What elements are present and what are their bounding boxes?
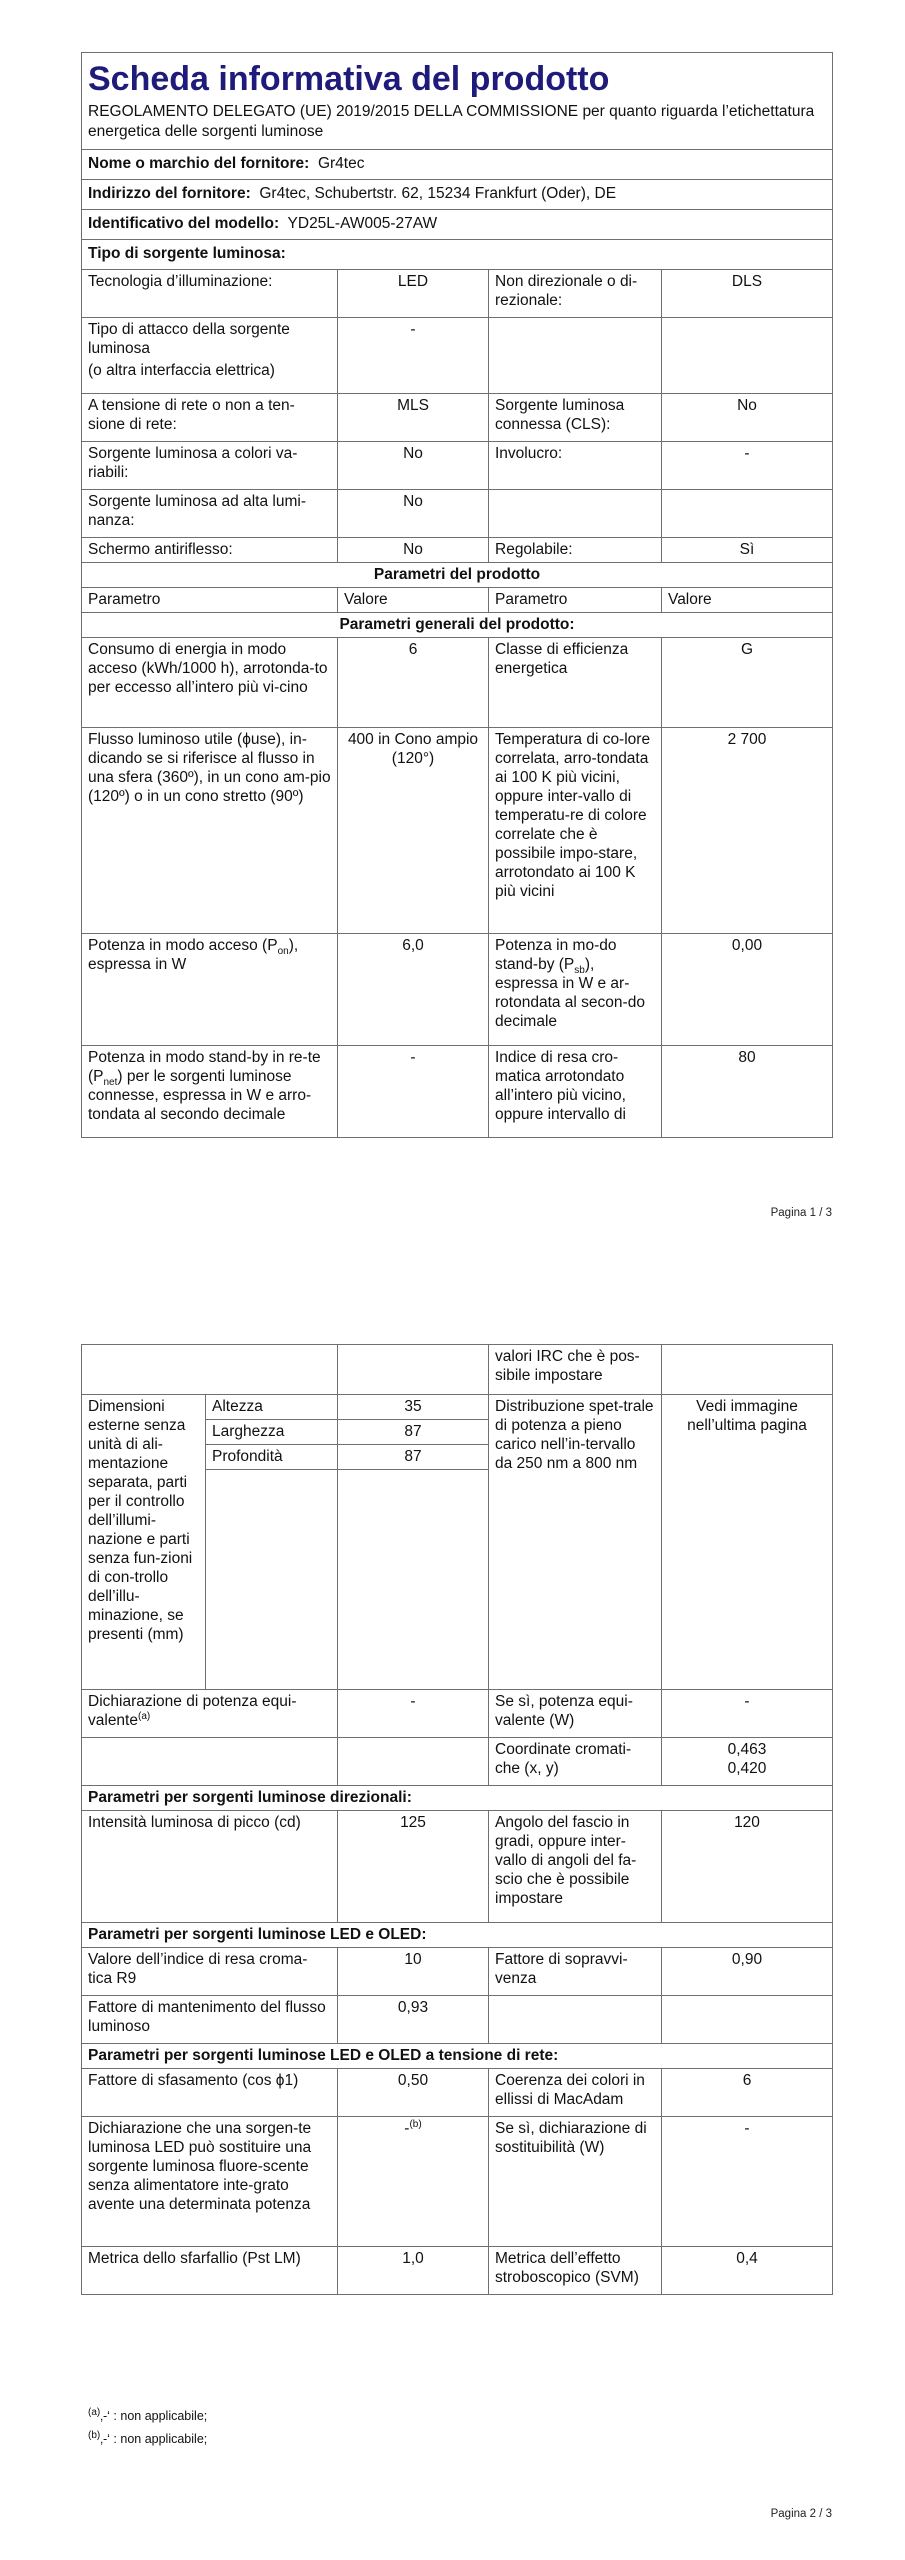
flicker-metric-label: Metrica dello sfarfallio (Pst LM) <box>82 2247 338 2295</box>
r9-value: 10 <box>338 1948 489 1996</box>
supplier-name-label: Nome o marchio del fornitore: <box>88 155 310 172</box>
colour-tunable-value: No <box>338 442 489 490</box>
footnote-b: $^{(b)}$‚-‘ : non applicabile; <box>88 2429 208 2446</box>
height-value: 35 <box>338 1395 489 1420</box>
cct-label: Temperatura di co-lore correlata, arro-tondata ai 100 K più vicini, oppure inter-vallo di temperatu-re di colore correlate che è possibile impo-stare, arrotondato ai 100 K più vicini <box>489 728 662 934</box>
model-value: YD25L-AW005-27AW <box>287 215 438 232</box>
col-header-param: Parametro <box>82 588 338 613</box>
beam-angle-label: Angolo del fascio in gradi, oppure inter-vallo di angoli del fa-scio che è possibile impostare <box>489 1811 662 1923</box>
empty-cell <box>662 1345 833 1395</box>
high-luminance-value: No <box>338 490 489 538</box>
tech-label: Tecnologia d’illuminazione: <box>82 270 338 318</box>
product-info-table-page-1 <box>81 52 833 1138</box>
empty-cell <box>489 318 662 394</box>
mains-led-params-heading: Parametri per sorgenti luminose LED e OLED a tensione di rete: <box>82 2044 833 2069</box>
empty-cell <box>82 1345 338 1395</box>
dims-spacer <box>338 1470 489 1690</box>
empty-cell <box>662 490 833 538</box>
general-params-heading: Parametri generali del prodotto: <box>82 613 833 638</box>
directional-label: Non direzionale o di-rezionale: <box>489 270 662 318</box>
equivalent-power-value: - <box>338 1690 489 1738</box>
connected-value: No <box>662 394 833 442</box>
empty-cell <box>489 490 662 538</box>
regulation-text: REGOLAMENTO DELEGATO (UE) 2019/2015 DELLA COMMISSIONE per quanto riguarda l’etichettatura energetica delle sorgenti luminose <box>88 103 815 140</box>
cri-label: Indice di resa cro-matica arrotondato all’intero più vicino, oppure intervallo di <box>489 1046 662 1138</box>
chromaticity-label: Coordinate cromati-che (x, y) <box>489 1738 662 1786</box>
connected-label: Sorgente luminosa connessa (CLS): <box>489 394 662 442</box>
dimmable-value: Sì <box>662 538 833 563</box>
energy-consumption-label: Consumo di energia in modo acceso (kWh/1000 h), arrotonda-to per eccesso all’intero più vi-cino <box>82 638 338 728</box>
on-mode-power-value: 6,0 <box>338 934 489 1046</box>
glare-shield-label: Schermo antiriflesso: <box>82 538 338 563</box>
supplier-address-value: Gr4tec, Schubertstr. 62, 15234 Frankfurt (Oder), DE <box>259 185 617 202</box>
supplier-address-label: Indirizzo del fornitore: <box>88 185 251 202</box>
standby-power-value: 0,00 <box>662 934 833 1046</box>
replacement-w-label: Se sì, dichiarazione di sostituibilità (W) <box>489 2117 662 2247</box>
width-value: 87 <box>338 1420 489 1445</box>
light-source-type-heading: Tipo di sorgente luminosa: <box>82 240 833 270</box>
replacement-claim-label: Dichiarazione che una sorgen-te luminosa LED può sostituire una sorgente luminosa fluore-scente senza alimentatore inte-grato avente una determinata potenza <box>82 2117 338 2247</box>
supplier-address-row <box>82 180 833 210</box>
replacement-w-value: - <box>662 2117 833 2247</box>
svm-value: 0,4 <box>662 2247 833 2295</box>
envelope-value: - <box>662 442 833 490</box>
cap-label-note: (o altra interfaccia elettrica) <box>88 362 275 379</box>
power-factor-value: 0,50 <box>338 2069 489 2117</box>
empty-cell <box>338 1345 489 1395</box>
luminous-flux-value: 400 in Cono ampio (120°) <box>338 728 489 934</box>
equivalent-power-w-label: Se sì, potenza equi-valente (W) <box>489 1690 662 1738</box>
tech-value: LED <box>338 270 489 318</box>
spd-label: Distribuzione spet-trale di potenza a pieno carico nell’in-tervallo da 250 nm a 800 nm <box>489 1395 662 1690</box>
dimmable-label: Regolabile: <box>489 538 662 563</box>
on-mode-power-label: Potenza in modo acceso $(P_{on})$, espressa in W <box>82 934 338 1046</box>
beam-angle-value: 120 <box>662 1811 833 1923</box>
cap-label: Tipo di attacco della sorgente luminosa <box>88 321 290 357</box>
mains-label: A tensione di rete o non a ten-sione di rete: <box>82 394 338 442</box>
cct-value: 2 700 <box>662 728 833 934</box>
width-label: Larghezza <box>206 1420 338 1445</box>
chromaticity-x: 0,463 <box>727 1741 767 1758</box>
cap-type-cell <box>82 318 338 394</box>
spd-value: Vedi immagine nell’ultima pagina <box>662 1395 833 1690</box>
page-number: Pagina 1 / 3 <box>770 1207 832 1219</box>
macadam-value: 6 <box>662 2069 833 2117</box>
depth-label: Profondità <box>206 1445 338 1470</box>
dimensions-label: Dimensioni esterne senza unità di ali-mentazione separata, parti per il controllo dell’illumi-nazione e parti senza fun-zioni di con-trollo dell’illu-minazione, se presenti (mm) <box>82 1395 206 1690</box>
chromaticity-y: 0,420 <box>727 1760 767 1777</box>
depth-value: 87 <box>338 1445 489 1470</box>
networked-standby-value: - <box>338 1046 489 1138</box>
empty-cell <box>338 1738 489 1786</box>
cri-value: 80 <box>662 1046 833 1138</box>
col-header-param: Parametro <box>489 588 662 613</box>
equivalent-power-w-value: - <box>662 1690 833 1738</box>
page-title: Scheda informativa del prodotto <box>88 60 610 98</box>
header-cell <box>82 53 833 150</box>
supplier-name-row <box>82 150 833 180</box>
survival-factor-label: Fattore di sopravvi-venza <box>489 1948 662 1996</box>
macadam-label: Coerenza dei colori in ellissi di MacAdam <box>489 2069 662 2117</box>
glare-shield-value: No <box>338 538 489 563</box>
high-luminance-label: Sorgente luminosa ad alta lumi-nanza: <box>82 490 338 538</box>
col-header-value: Valore <box>338 588 489 613</box>
page-2 <box>0 1280 905 2560</box>
lumen-maintenance-value: 0,93 <box>338 1996 489 2044</box>
replacement-claim-value: -$^{(b)}$ <box>338 2117 489 2247</box>
efficiency-class-value: G <box>662 638 833 728</box>
directional-params-heading: Parametri per sorgenti luminose direzionali: <box>82 1786 833 1811</box>
empty-cell <box>82 1738 338 1786</box>
product-params-heading: Parametri del prodotto <box>82 563 833 588</box>
footnote-a: $^{(a)}$‚-‘ : non applicabile; <box>88 2406 208 2423</box>
cri-label-cont: valori IRC che è pos-sibile impostare <box>489 1345 662 1395</box>
supplier-name-value: Gr4tec <box>317 155 365 172</box>
chromaticity-value <box>662 1738 833 1786</box>
standby-power-label: Potenza in mo-do stand-by $(P_{sb})$, espressa in W e ar-rotondata al secon-do decimale <box>489 934 662 1046</box>
energy-consumption-value: 6 <box>338 638 489 728</box>
empty-cell <box>662 318 833 394</box>
envelope-label: Involucro: <box>489 442 662 490</box>
directional-value: DLS <box>662 270 833 318</box>
cap-value: - <box>338 318 489 394</box>
model-row <box>82 210 833 240</box>
equivalent-power-label: Dichiarazione di potenza equi-valente$^{(a)}$ <box>82 1690 338 1738</box>
peak-intensity-label: Intensità luminosa di picco (cd) <box>82 1811 338 1923</box>
model-label: Identificativo del modello: <box>88 215 280 232</box>
height-label: Altezza <box>206 1395 338 1420</box>
survival-factor-value: 0,90 <box>662 1948 833 1996</box>
peak-intensity-value: 125 <box>338 1811 489 1923</box>
efficiency-class-label: Classe di efficienza energetica <box>489 638 662 728</box>
dims-spacer <box>206 1470 338 1690</box>
col-header-value: Valore <box>662 588 833 613</box>
luminous-flux-label: Flusso luminoso utile (ϕuse), in-dicando se si riferisce al flusso in una sfera (360º), in un cono am-pio (120º) o in un cono stretto (90º) <box>82 728 338 934</box>
colour-tunable-label: Sorgente luminosa a colori va-riabili: <box>82 442 338 490</box>
power-factor-label: Fattore di sfasamento (cos ϕ1) <box>82 2069 338 2117</box>
r9-label: Valore dell’indice di resa croma-tica R9 <box>82 1948 338 1996</box>
empty-cell <box>662 1996 833 2044</box>
networked-standby-label: Potenza in modo stand-by in re-te $(P_{net})$ per le sorgenti luminose connesse, espressa in W e arro-tondata al secondo decimale <box>82 1046 338 1138</box>
page-number: Pagina 2 / 3 <box>770 2508 832 2520</box>
product-info-table-page-2 <box>81 1344 833 2295</box>
led-params-heading: Parametri per sorgenti luminose LED e OLED: <box>82 1923 833 1948</box>
svm-label: Metrica dell’effetto stroboscopico (SVM) <box>489 2247 662 2295</box>
flicker-metric-value: 1,0 <box>338 2247 489 2295</box>
lumen-maintenance-label: Fattore di mantenimento del flusso luminoso <box>82 1996 338 2044</box>
empty-cell <box>489 1996 662 2044</box>
mains-value: MLS <box>338 394 489 442</box>
